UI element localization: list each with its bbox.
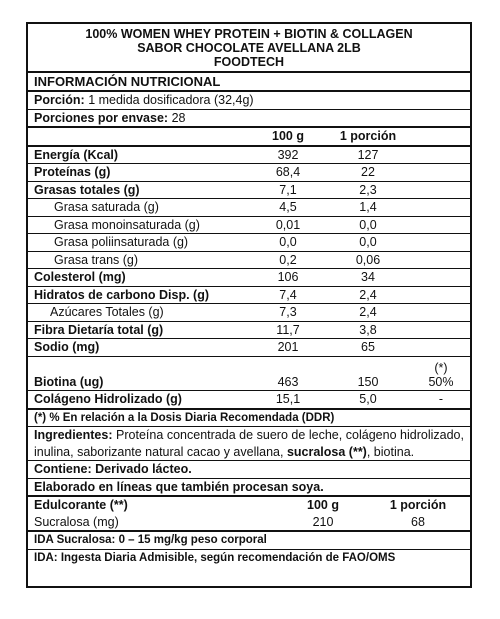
ingredients-sweetener: sucralosa (**) [286,444,367,459]
nutrient-name: Azúcares Totales (g) [50,305,164,319]
nutrient-name: Colesterol (mg) [34,270,126,284]
table-row [28,252,470,270]
value-100g: 106 [277,270,299,284]
nutrient-name: Grasa trans (g) [54,252,139,267]
title-line-1: 100% WOMEN WHEY PROTEIN + BIOTIN & COLLAGEN [85,27,413,41]
ingredients [28,427,470,461]
ingredients-text: Proteína concentrada de suero de leche, colágeno hidrolizado, inulina, saborizante natural cacao y avellana, [34,428,464,459]
value-100g: 0,2 [279,252,297,267]
nutrient-name: Grasa poliinsaturada (g) [54,235,189,249]
ingredients-label: Ingredientes: [34,428,113,442]
table-row [28,287,470,305]
value-100g: 201 [277,340,299,354]
table-row [28,234,470,252]
per-container-label: Porciones por envase: [34,110,169,125]
sweetener-col-portion: 1 porción [389,498,447,512]
sweetener-label: Edulcorante (**) [34,498,128,512]
section-title: INFORMACIÓN NUTRICIONAL [28,73,470,92]
sweetener-value-portion: 68 [411,514,425,529]
value-portion: 150 [357,374,379,389]
per-container-row [28,110,470,129]
value-100g: 0,0 [279,235,297,249]
value-portion: 127 [357,147,379,162]
nutrient-name: Grasas totales (g) [34,182,140,197]
value-portion: 2,3 [359,182,377,197]
value-100g: 4,5 [279,200,297,214]
sweetener-col-100g: 100 g [307,498,339,512]
value-100g: 11,7 [276,322,300,337]
title-line-3: FOODTECH [213,55,285,69]
value-portion: 5,0 [359,392,377,406]
nutrient-name: Grasa monoinsaturada (g) [54,217,200,232]
value-portion: 34 [361,270,375,284]
value-portion: 0,0 [359,217,377,232]
title-line-2: SABOR CHOCOLATE AVELLANA 2LB [137,41,361,55]
nutrient-name: Fibra Dietaría total (g) [34,322,164,337]
value-100g: 7,3 [279,305,297,319]
table-row [28,269,470,287]
nutrition-label [26,22,472,588]
portion-label: Porción: [34,93,85,107]
sweetener-name: Sucralosa (mg) [34,514,119,529]
nutrient-name: Energía (Kcal) [34,147,119,162]
table-row [28,322,470,340]
ddr-marker: (*) [434,360,448,375]
value-portion: 0,06 [355,252,381,267]
value-100g: 7,1 [279,182,297,197]
value-100g: 7,4 [279,287,297,302]
sweetener-value-100g: 210 [312,514,334,529]
nutrient-name: Biotina (ug) [34,374,104,389]
value-100g: 463 [277,374,299,389]
table-row [28,199,470,217]
value-portion: 1,4 [359,200,377,214]
value-portion: 22 [361,165,375,179]
table-row [28,339,470,357]
nutrient-name: Grasa saturada (g) [54,200,159,214]
sweetener-row [28,514,470,533]
product-title [28,24,470,73]
value-100g: 0,01 [275,217,301,232]
table-row [28,147,470,165]
nutrient-name: Sodio (mg) [34,340,100,354]
soy-note: Elaborado en líneas que también procesan soya. [28,479,470,498]
value-100g: 68,4 [275,165,301,179]
nutrient-name: Colágeno Hidrolizado (g) [34,392,182,406]
table-row [28,182,470,200]
table-row [28,304,470,322]
value-portion: 65 [361,340,375,354]
ddr-marker-row [28,357,470,374]
column-header [28,128,470,147]
per-container-value: 28 [171,110,186,125]
value-ddr: 50% [428,374,454,389]
nutrient-name: Proteínas (g) [34,165,111,179]
sweetener-header [28,497,470,514]
table-row [28,374,470,392]
col-portion: 1 porción [339,129,397,143]
table-row [28,164,470,182]
value-ddr: - [438,392,444,406]
ddr-footnote: (*) % En relación a la Dosis Diaria Recomendada (DDR) [28,410,470,428]
portion-value: 1 medida dosificadora (32,4g) [88,93,254,107]
table-row [28,391,470,410]
value-100g: 392 [277,147,299,162]
table-row [28,217,470,235]
ida-definition: IDA: Ingesta Diaria Admisible, según recomendación de FAO/OMS [34,551,396,564]
contains-note: Contiene: Derivado lácteo. [28,461,470,479]
value-portion: 3,8 [359,322,377,337]
value-portion: 2,4 [359,287,377,302]
col-100g: 100 g [272,129,304,143]
portion-row [28,92,470,110]
ida-sucralose: IDA Sucralosa: 0 – 15 mg/kg peso corporal [28,532,470,550]
value-portion: 2,4 [359,305,377,319]
value-100g: 15,1 [275,392,301,406]
value-portion: 0,0 [359,235,377,249]
nutrient-name: Hidratos de carbono Disp. (g) [34,287,210,302]
ingredients-text-end: , biotina. [366,444,415,459]
